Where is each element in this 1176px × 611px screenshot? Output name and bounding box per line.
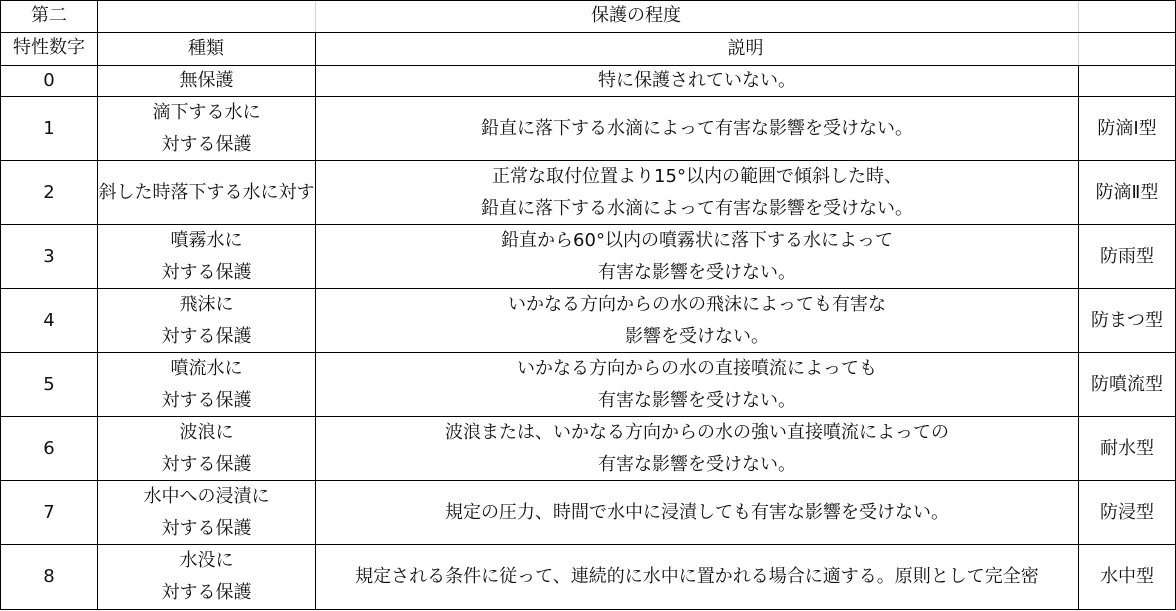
grid-line (0, 0, 1176, 1)
desc-header (316, 33, 1175, 65)
desc-cell (316, 481, 1078, 544)
desc-cell-text: 正常な取付位置より15°以内の範囲で傾斜した時、 (492, 165, 902, 187)
type-cell (98, 417, 315, 480)
type-cell (98, 289, 315, 352)
grid-line (0, 0, 1, 610)
type-cell (98, 225, 315, 288)
desc-cell (316, 97, 1078, 160)
type-cell-text: 水中への浸漬に (143, 485, 270, 507)
protection-group-header (97, 1, 1175, 31)
digit-cell-text: 3 (43, 245, 55, 267)
model-cell (1079, 161, 1175, 224)
model-cell-text: 防滴Ⅱ型 (1095, 181, 1159, 203)
desc-cell-text: 鉛直に落下する水滴によって有害な影響を受けない。 (481, 117, 913, 139)
digit-cell (1, 545, 97, 609)
digit-cell-text: 2 (43, 181, 55, 203)
grid-line (0, 160, 1176, 161)
model-cell (1079, 545, 1175, 609)
grid-line (97, 32, 1176, 33)
digit-cell (1, 417, 97, 480)
grid-line (0, 609, 1176, 610)
desc-cell-text: 影響を受けない。 (625, 325, 769, 347)
digit-header-line2: 特性数字 (13, 37, 85, 58)
type-cell (98, 353, 315, 416)
grid-line (97, 0, 98, 610)
desc-cell-text: いかなる方向からの水の直接噴流によっても (517, 357, 877, 379)
model-cell (1079, 225, 1175, 288)
desc-cell (316, 417, 1078, 480)
digit-cell (1, 481, 97, 544)
model-cell (1079, 97, 1175, 160)
model-cell-text: 水中型 (1100, 566, 1154, 587)
digit-header-sub (1, 31, 97, 65)
desc-header-label: 説明 (727, 38, 764, 59)
digit-header-line1: 第二 (31, 5, 67, 26)
type-header-label: 種類 (188, 38, 224, 59)
type-cell-text: 噴流水に (170, 357, 243, 379)
desc-cell (316, 225, 1078, 288)
grid-line (0, 32, 97, 33)
type-cell (98, 481, 315, 544)
desc-cell-text: 波浪または、いかなる方向からの水の強い直接噴流によっての (445, 421, 949, 443)
grid-line (0, 480, 1176, 481)
grid-line (315, 1, 316, 32)
digit-cell-text: 6 (43, 437, 55, 459)
digit-cell-text: 0 (43, 70, 55, 91)
type-cell-text: 波浪に (179, 421, 234, 443)
grid-line (1078, 33, 1079, 65)
grid-line (1078, 65, 1079, 610)
digit-cell (1, 289, 97, 352)
desc-cell-text: 有害な影響を受けない。 (598, 261, 796, 283)
protection-group-title: 保護の程度 (591, 5, 681, 26)
digit-cell-text: 8 (43, 566, 55, 587)
desc-cell-text: 規定の圧力、時間で水中に浸漬しても有害な影響を受けない。 (445, 501, 949, 523)
digit-cell-text: 4 (43, 309, 55, 331)
type-cell-text: 対する保護 (161, 389, 252, 411)
type-cell-text: 飛沫に (179, 293, 234, 315)
digit-header (1, 1, 97, 31)
type-cell-text: 対する保護 (161, 517, 252, 539)
model-cell-text: 防まつ型 (1091, 309, 1163, 331)
grid-line (0, 65, 1176, 66)
desc-cell-text: 鉛直から60°以内の噴霧状に落下する水によって (501, 229, 893, 251)
desc-cell-text: 有害な影響を受けない。 (598, 389, 796, 411)
type-cell (98, 161, 315, 224)
model-cell (1079, 353, 1175, 416)
digit-cell-text: 5 (43, 373, 55, 395)
grid-line (0, 416, 1176, 417)
type-cell (98, 97, 315, 160)
type-cell (98, 66, 315, 96)
model-cell-text: 防浸型 (1100, 501, 1154, 523)
desc-cell-text: 特に保護されていない。 (598, 70, 796, 91)
grid-line (315, 32, 316, 610)
grid-line (0, 224, 1176, 225)
grid-line (0, 544, 1176, 545)
type-cell (98, 545, 315, 609)
desc-cell (316, 353, 1078, 416)
model-cell-text: 防滴Ⅰ型 (1097, 117, 1157, 139)
grid-line (0, 288, 1176, 289)
grid-line (0, 96, 1176, 97)
type-cell-text: 対する保護 (161, 325, 252, 347)
type-cell-text: 噴霧水に (170, 229, 243, 251)
grid-line (1078, 1, 1079, 32)
type-cell-text: 水没に (179, 550, 234, 571)
model-cell-text: 防雨型 (1100, 245, 1154, 267)
digit-cell-text: 1 (43, 117, 55, 139)
type-cell-text: 滴下する水に (152, 101, 261, 123)
model-cell (1079, 66, 1175, 96)
type-cell-text: 無保護 (179, 70, 234, 91)
model-cell (1079, 481, 1175, 544)
digit-cell (1, 66, 97, 96)
digit-cell (1, 353, 97, 416)
desc-cell (316, 289, 1078, 352)
desc-cell (316, 161, 1078, 224)
grid-line (0, 352, 1176, 353)
model-cell-text: 防噴流型 (1091, 373, 1163, 395)
digit-cell (1, 161, 97, 224)
desc-cell-text: 規定される条件に従って、連続的に水中に置かれる場合に適する。原則として完全密 (355, 566, 1039, 587)
type-cell-text: 斜した時落下する水に対す (98, 181, 315, 203)
model-cell (1079, 289, 1175, 352)
type-header (97, 33, 315, 65)
type-cell-text: 対する保護 (161, 582, 252, 603)
model-cell (1079, 417, 1175, 480)
type-cell-text: 対する保護 (161, 261, 252, 283)
desc-cell (316, 66, 1078, 96)
desc-cell-text: いかなる方向からの水の飛沫によっても有害な (508, 293, 886, 315)
desc-cell (316, 545, 1078, 609)
digit-cell (1, 97, 97, 160)
type-cell-text: 対する保護 (161, 453, 252, 475)
digit-cell (1, 225, 97, 288)
type-cell-text: 対する保護 (161, 133, 252, 155)
digit-cell-text: 7 (43, 501, 55, 523)
desc-cell-text: 有害な影響を受けない。 (598, 453, 796, 475)
desc-cell-text: 鉛直に落下する水滴によって有害な影響を受けない。 (481, 197, 913, 219)
model-cell-text: 耐水型 (1100, 437, 1154, 459)
